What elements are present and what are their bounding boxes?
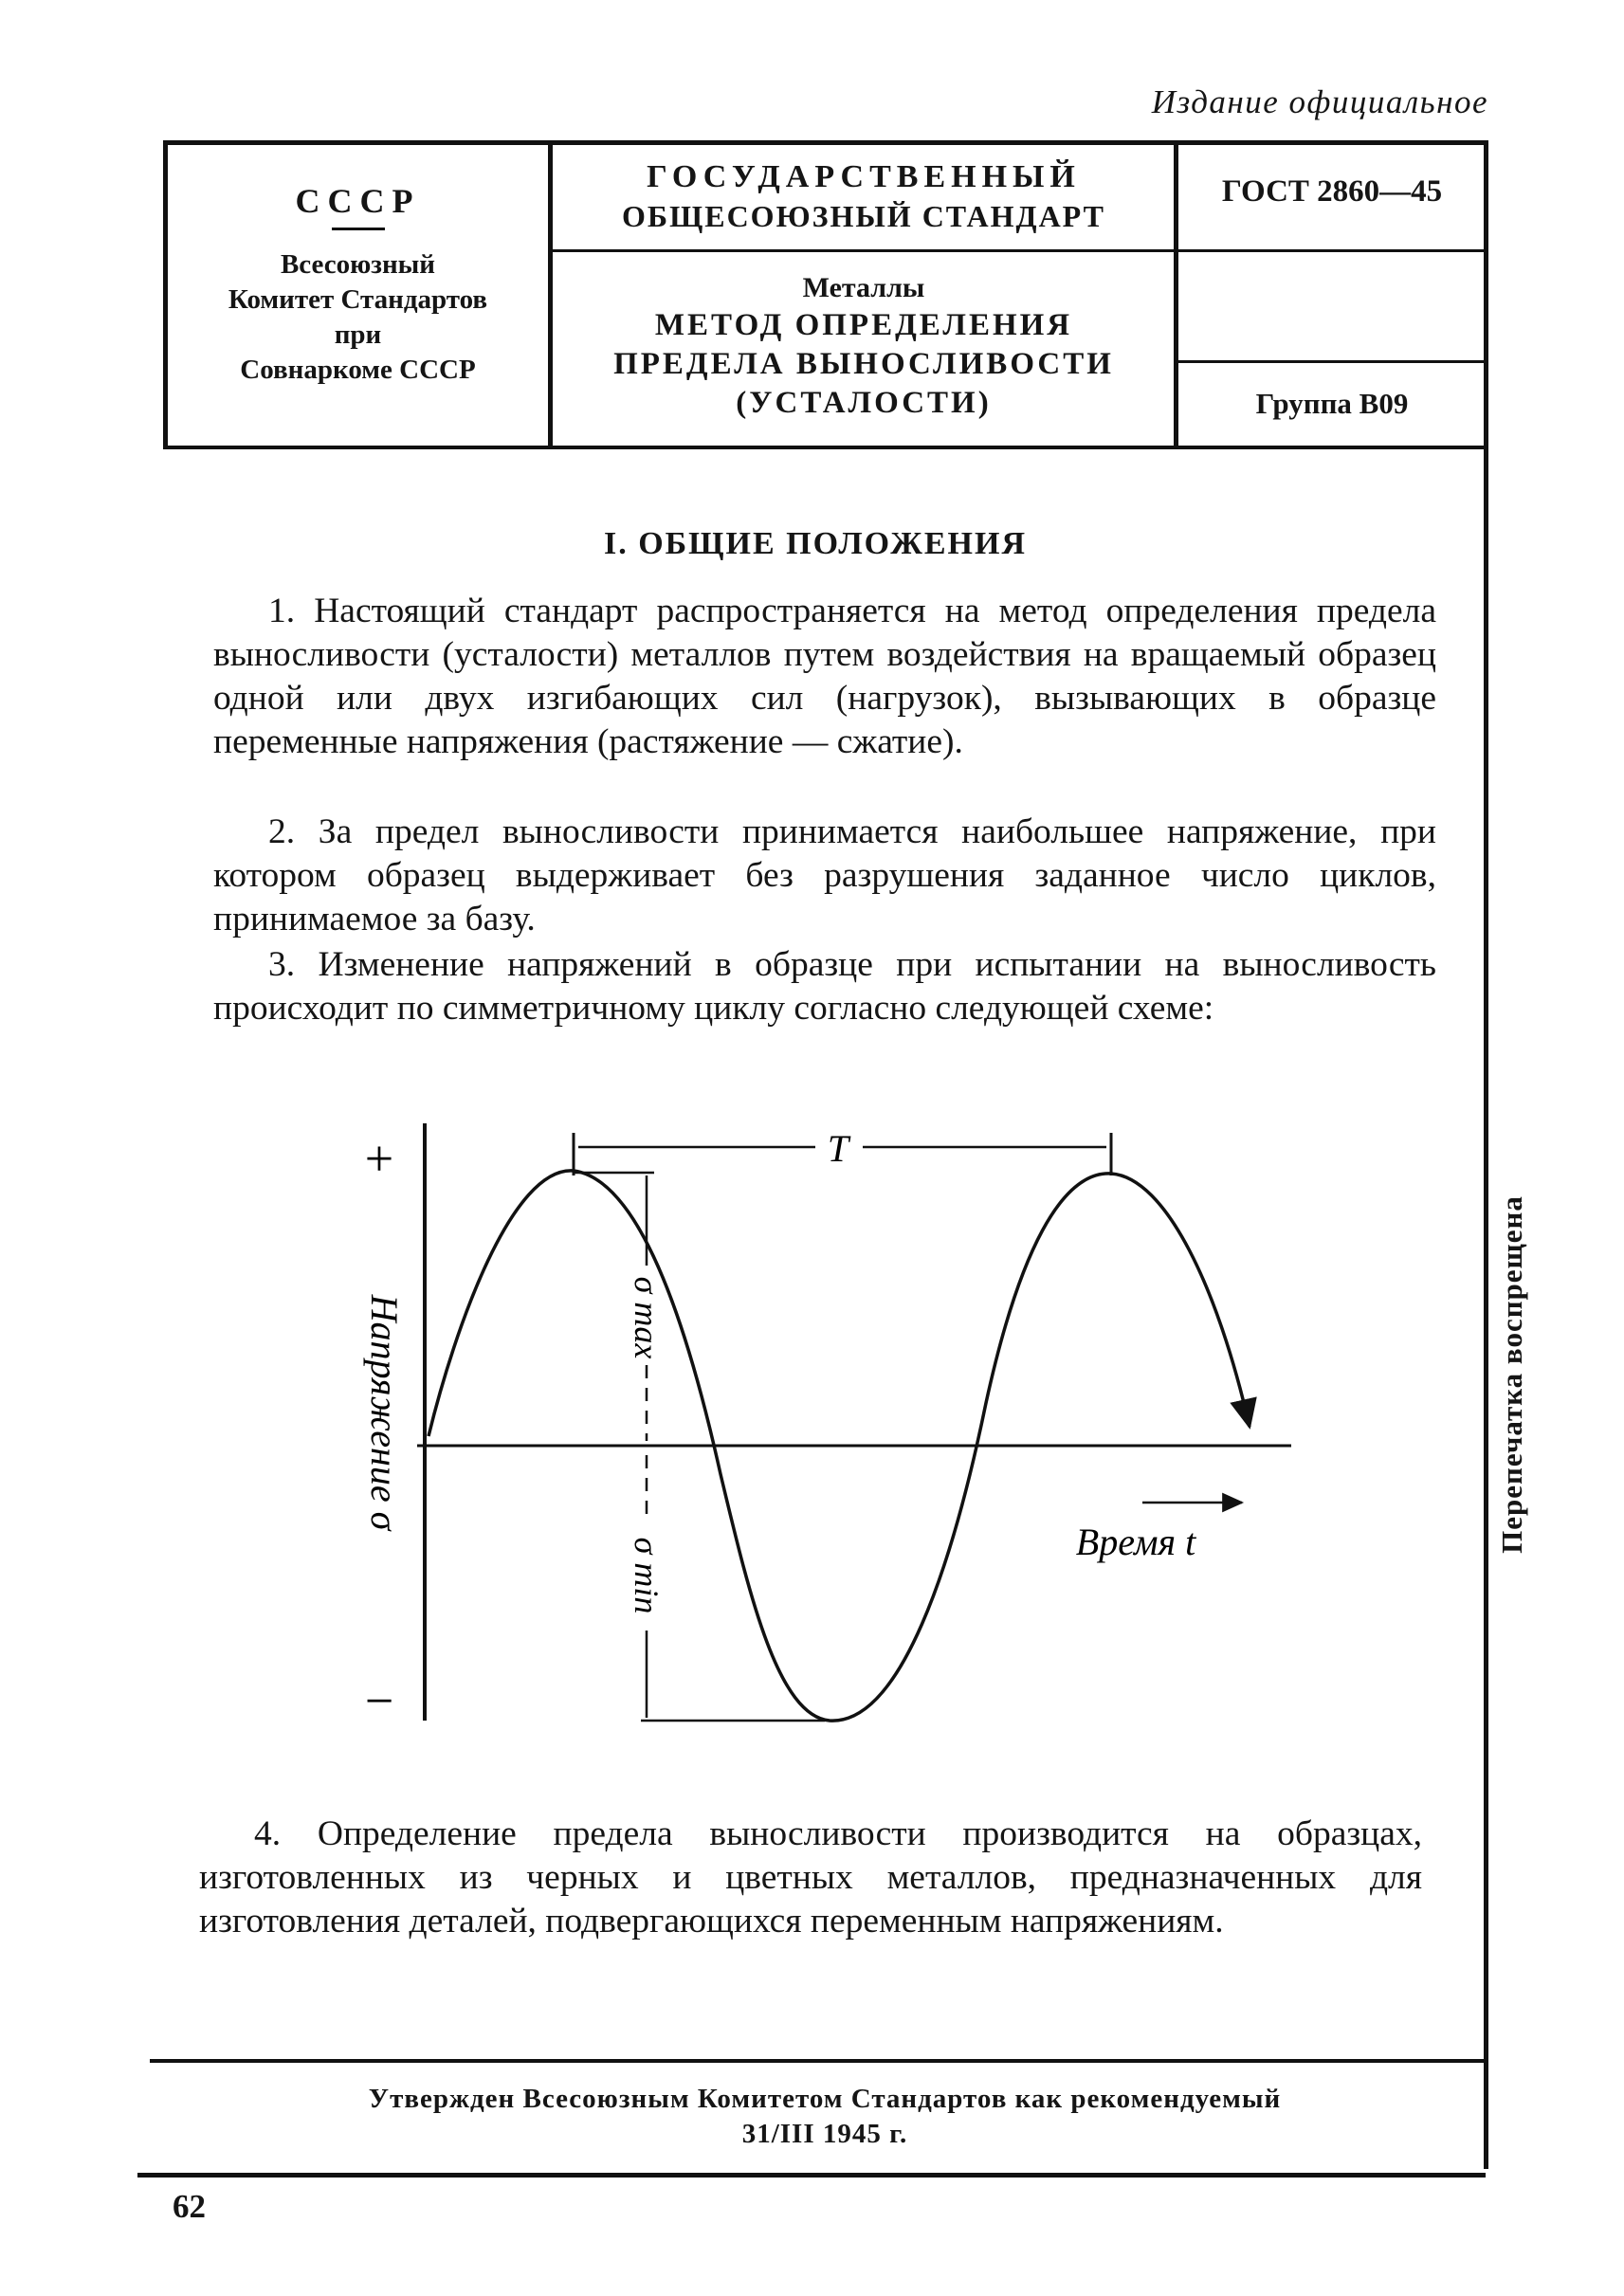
standard-title-line: ПРЕДЕЛА ВЫНОСЛИВОСТИ — [613, 347, 1114, 381]
page-number: 62 — [173, 2188, 206, 2225]
y-axis-label: Напряжение σ — [363, 1294, 406, 1531]
standard-type-line2: ОБЩЕСОЮЗНЫЙ СТАНДАРТ — [622, 199, 1105, 233]
gost-number: ГОСТ 2860—45 — [1221, 174, 1443, 209]
country-name: СССР — [295, 182, 421, 220]
edition-label: Издание официальное — [1151, 83, 1488, 120]
period-label: T — [827, 1127, 849, 1170]
approval-note — [171, 2082, 1479, 2152]
max-label: σ max — [628, 1276, 666, 1359]
paragraph-3: 3. Изменение напряжений в образце при испытании на выносливость происходит по симметричному циклу согласно следующей схеме: — [213, 945, 1436, 1028]
standard-subject: Металлы — [802, 272, 925, 303]
committee-line: Всесоюзный — [280, 249, 436, 280]
plus-sign: + — [364, 1130, 394, 1187]
reprint-prohibited-text: Перепечатка воспрещена — [1495, 1195, 1528, 1554]
reprint-prohibited-note — [1495, 1109, 1542, 1640]
paragraph-2: 2. За предел выносливости принимается наибольшее напряжение, при котором образец выдерживает без разрушения заданное число циклов, принимаемое за базу. — [213, 812, 1436, 938]
approval-line1: Утвержден Всесоюзным Комитетом Стандартов как рекомендуемый — [368, 2084, 1282, 2114]
footer-top-rule — [150, 2059, 1488, 2063]
section-heading: I. ОБЩИЕ ПОЛОЖЕНИЯ — [604, 526, 1027, 561]
group-code: Группа В09 — [1255, 387, 1409, 420]
standard-type-line1: ГОСУДАРСТВЕННЫЙ — [647, 159, 1081, 194]
committee-line: Совнаркоме СССР — [240, 355, 476, 385]
committee-line: Комитет Стандартов — [228, 284, 488, 315]
committee-line: при — [334, 319, 382, 350]
paragraph-4: 4. Определение предела выносливости производится на образцах, изготовленных из черных и цветных металлов, предназначенных для изготовления деталей, подвергающихся переменным напряжениям. — [199, 1814, 1422, 1941]
paragraph-1: 1. Настоящий стандарт распространяется на метод определения предела выносливости (усталости) металлов путем воздействия на вращаемый образец одной или двух изгибающих сил (нагрузок), вызывающих в образце переменные напряжения (растяжение — сжатие). — [213, 592, 1436, 761]
x-axis-label: Время t — [1075, 1521, 1196, 1563]
minus-sign: − — [364, 1672, 394, 1729]
approval-date: 31/III 1945 г. — [741, 2119, 908, 2149]
footer-bottom-rule — [137, 2173, 1486, 2178]
standard-title-line: (УСТАЛОСТИ) — [736, 386, 992, 420]
standard-title-line: МЕТОД ОПРЕДЕЛЕНИЯ — [654, 308, 1073, 342]
min-label: σ min — [628, 1537, 666, 1614]
